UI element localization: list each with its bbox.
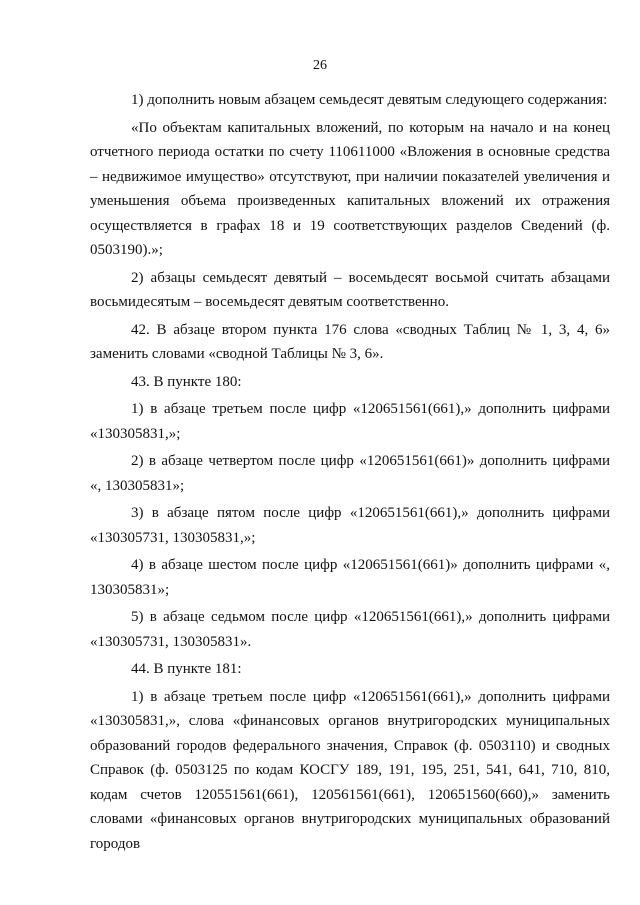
paragraph-6: 1) в абзаце третьем после цифр «120651561(661),» дополнить цифрами «130305831,»; [90, 401, 610, 442]
paragraph-8: 3) в абзаце пятом после цифр «120651561(661),» дополнить цифрами «130305731, 130305831,»; [90, 505, 610, 546]
paragraph-4: 42. В абзаце втором пункта 176 слова «сводных Таблиц № 1, 3, 4, 6» заменить словами «сводной Таблицы № 3, 6». [90, 321, 610, 362]
paragraph-11: 44. В пункте 181: [131, 661, 242, 677]
paragraph-3: 2) абзацы семьдесят девятый – восемьдесят восьмой считать абзацами восьмидесятым – восемьдесят девятым соответственно. [90, 269, 610, 310]
paragraph-5: 43. В пункте 180: [131, 373, 242, 390]
paragraph-10: 5) в абзаце седьмом после цифр «120651561(661),» дополнить цифрами «130305731, 130305831». [90, 609, 610, 650]
paragraph-1: 1) дополнить новым абзацем семьдесят девятым следующего содержания: [131, 92, 608, 108]
paragraph-2: «По объектам капитальных вложений, по которым на начало и на конец отчетного периода остатки по счету 110611000 «Вложения в основные средства – недвижимое имущество» отсутствуют, при наличии показателей увеличения и уменьшения объема произведенных капитальных вложений их отражения осуществляется в графах 18 и 19 соответствующих разделов Сведений (ф. 0503190).»; [90, 119, 610, 258]
paragraph-12: 1) в абзаце третьем после цифр «120651561(661),» дополнить цифрами «130305831,», слова «финансовых органов внутригородских муниципальных образований городов федерального значения, Справок (ф. 0503110) и сводных Справок (ф. 0503125 по кодам КОСГУ 189, 191, 195, 251, 541, 641, 710, 810, кодам счетов 120551561(661), 120561561(661), 120651560(660),» заменить словами «финансовых органов внутригородских муниципальных образований городов [90, 688, 610, 852]
paragraph-9: 4) в абзаце шестом после цифр «120651561(661)» дополнить цифрами «, 130305831»; [90, 557, 610, 598]
page-number: 26 [313, 58, 327, 73]
document-body [90, 88, 610, 856]
paragraph-7: 2) в абзаце четвертом после цифр «120651561(661)» дополнить цифрами «, 130305831»; [90, 453, 610, 494]
